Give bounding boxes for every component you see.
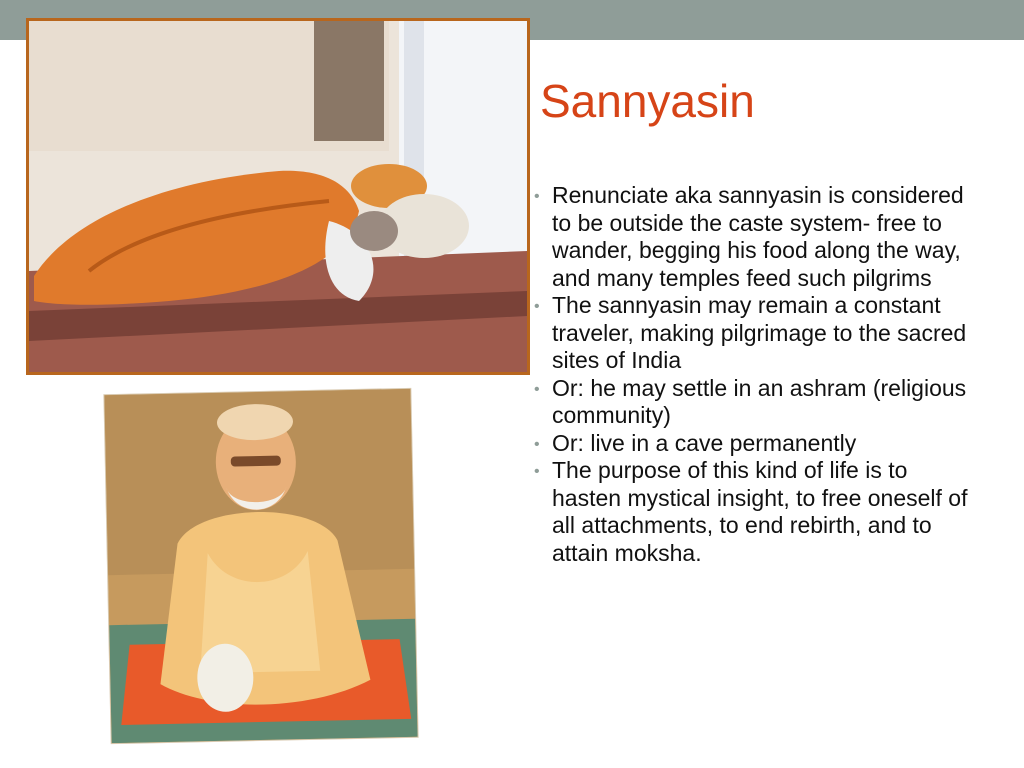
- bullet-text: Or: live in a cave permanently: [552, 429, 857, 456]
- bullet-icon: •: [534, 435, 540, 453]
- bullet-item: [530, 292, 970, 375]
- bullet-text: Renunciate aka sannyasin is considered to be outside the caste system- free to wander, begging his food along the way, and many temples feed such pilgrims: [552, 182, 964, 291]
- bullet-text: Or: he may settle in an ashram (religious community): [552, 374, 967, 428]
- sleeping-sannyasin-photo: [26, 18, 530, 375]
- bullet-icon: •: [534, 188, 540, 205]
- bullet-text: The purpose of this kind of life is to hasten mystical insight, to free oneself of all attachments, to end rebirth, and to attain moksha.: [552, 457, 968, 566]
- bullet-item: [530, 375, 970, 430]
- bullet-icon: •: [534, 298, 540, 315]
- bullet-text: The sannyasin may remain a constant traveler, making pilgrimage to the sacred sites of India: [552, 292, 967, 373]
- bullet-icon: •: [534, 463, 540, 480]
- seated-sannyasin-photo: [104, 389, 417, 743]
- bullet-item: [530, 457, 970, 567]
- slide-title: Sannyasin: [540, 75, 755, 127]
- bullet-list: [530, 182, 970, 567]
- bullet-item: [530, 430, 970, 458]
- bullet-icon: •: [534, 380, 540, 398]
- bullet-item: [530, 182, 970, 292]
